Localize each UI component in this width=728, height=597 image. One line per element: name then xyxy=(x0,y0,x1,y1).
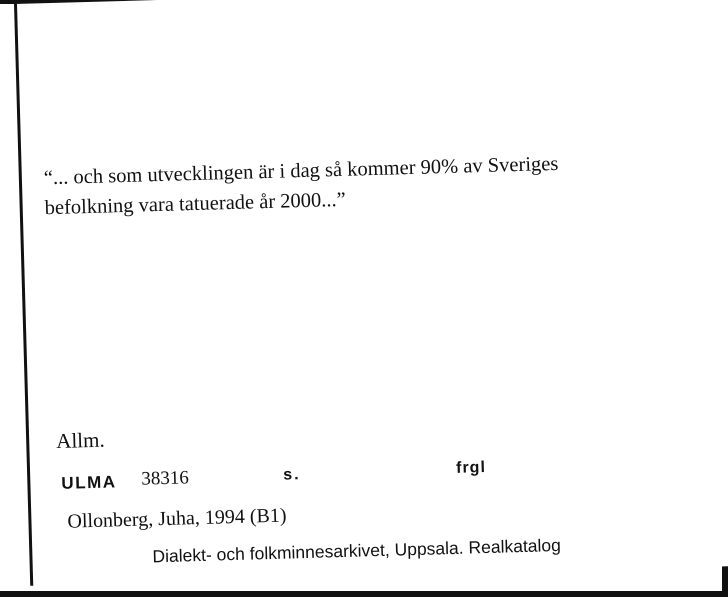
s-mark: s. xyxy=(283,466,301,484)
index-card xyxy=(14,0,728,586)
archive-code: ULMA xyxy=(61,472,117,493)
category-label: Allm. xyxy=(55,427,105,453)
archive-name: Dialekt- och folkminnesarkivet, Uppsala. Realkatalog xyxy=(152,534,562,567)
quote-text xyxy=(43,145,694,223)
quote-line-2: befolkning vara tatuerade år 2000...” xyxy=(44,188,347,220)
reference-row xyxy=(61,457,542,496)
scanner-edge-bottom xyxy=(0,591,728,597)
collector-line: Ollonberg, Juha, 1994 (B1) xyxy=(67,504,287,533)
record-number: 38316 xyxy=(141,467,190,490)
quote-line-1: “... och som utvecklingen är i dag så kommer 90% av Sveriges xyxy=(43,152,559,190)
record-tag: frgl xyxy=(455,459,487,477)
